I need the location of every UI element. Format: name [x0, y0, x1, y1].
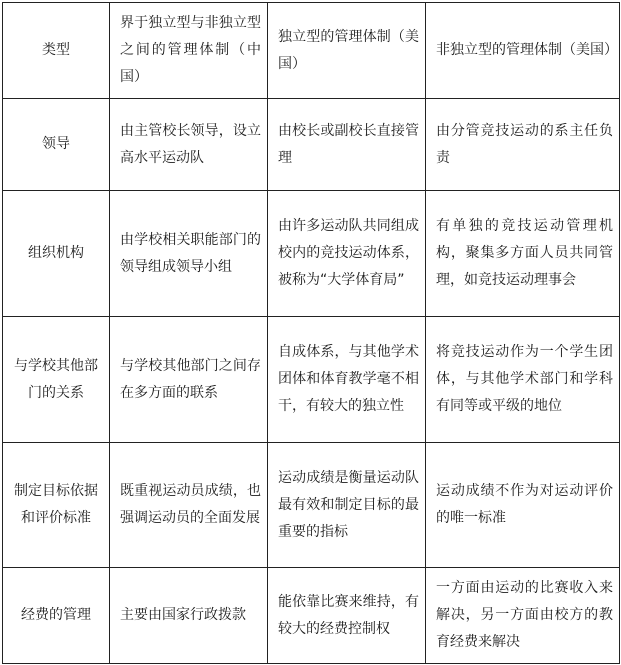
row-label: 与学校其他部门的关系	[3, 317, 110, 443]
row-label: 组织机构	[3, 191, 110, 317]
cell-independent: 能依靠比赛来维持，有较大的经费控制权	[268, 568, 426, 664]
cell-non-independent: 由分管竞技运动的系主任负责	[426, 99, 620, 191]
table-row	[3, 317, 620, 443]
cell-intermediate: 主要由国家行政拨款	[110, 568, 268, 664]
table-row	[3, 99, 620, 191]
row-label: 经费的管理	[3, 568, 110, 664]
cell-non-independent: 运动成绩不作为对运动评价的唯一标准	[426, 443, 620, 568]
cell-independent: 自成体系，与其他学术团体和体育教学毫不相干，有较大的独立性	[268, 317, 426, 443]
header-intermediate: 界于独立型与非独立型之间的管理体制（中国）	[110, 3, 268, 99]
header-non-independent: 非独立型的管理体制（美国）	[426, 3, 620, 99]
table-row	[3, 191, 620, 317]
cell-intermediate: 与学校其他部门之间存在多方面的联系	[110, 317, 268, 443]
row-label: 领导	[3, 99, 110, 191]
cell-non-independent: 有单独的竞技运动管理机构，聚集多方面人员共同管理，如竞技运动理事会	[426, 191, 620, 317]
cell-independent: 运动成绩是衡量运动队最有效和制定目标的最重要的指标	[268, 443, 426, 568]
cell-independent: 由校长或副校长直接管理	[268, 99, 426, 191]
cell-intermediate: 既重视运动员成绩，也强调运动员的全面发展	[110, 443, 268, 568]
row-label: 制定目标依据和评价标准	[3, 443, 110, 568]
header-independent: 独立型的管理体制（美国）	[268, 3, 426, 99]
cell-intermediate: 由主管校长领导，设立高水平运动队	[110, 99, 268, 191]
header-row	[3, 3, 620, 99]
cell-intermediate: 由学校相关职能部门的领导组成领导小组	[110, 191, 268, 317]
header-type: 类型	[3, 3, 110, 99]
cell-independent: 由许多运动队共同组成校内的竞技运动体系，被称为“大学体育局”	[268, 191, 426, 317]
cell-non-independent: 将竞技运动作为一个学生团体，与其他学术部门和学科有同等或平级的地位	[426, 317, 620, 443]
management-system-comparison-table	[2, 2, 620, 664]
table-row	[3, 568, 620, 664]
cell-non-independent: 一方面由运动的比赛收入来解决，另一方面由校方的教育经费来解决	[426, 568, 620, 664]
table-row	[3, 443, 620, 568]
